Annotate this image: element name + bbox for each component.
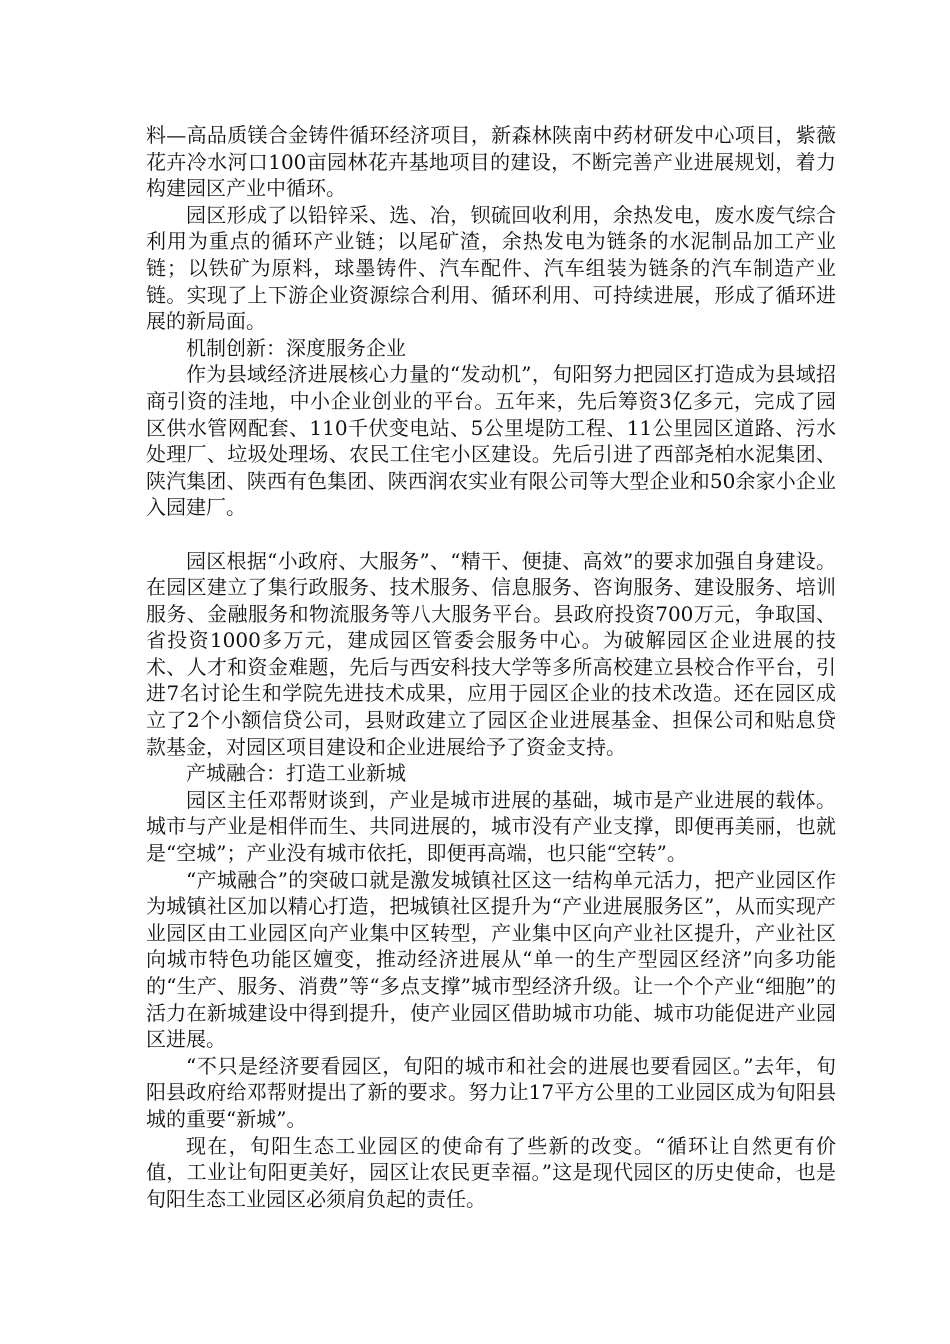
paragraph-breakthrough-point: “产城融合”的突破口就是激发城镇社区这一结构单元活力，把产业园区作为城镇社区加以精心打造，把城镇社区提升为“产业进展服务区”，从而实现产业园区由工业园区向产业集中区转型，产业集中区向产业社区提升，产业社区向城市特色功能区嬗变，推动经济进展从“单一的生产型园区经济”向多功能的“生产、服务、消费”等“多点支撑”城市型经济升级。让一个个产业“细胞”的活力在新城建设中得到提升，使产业园区借助城市功能、城市功能促进产业园区进展。: [146, 867, 836, 1052]
paragraph-new-requirements: “不只是经济要看园区，旬阳的城市和社会的进展也要看园区。”去年，旬阳县政府给邓帮财提出了新的要求。努力让17平方公里的工业园区成为旬阳县城的重要“新城”。: [146, 1053, 836, 1131]
paragraph-circular-projects: 料—高品质镁合金铸件循环经济项目，新森林陕南中药材研发中心项目，紫薇花卉冷水河口100亩园林花卉基地项目的建设，不断完善产业进展规划，着力构建园区产业中循环。: [146, 123, 836, 201]
document-body: [146, 122, 836, 1212]
paragraph-industry-chains: 园区形成了以铅锌采、选、冶，钡硫回收利用，余热发电，废水废气综合利用为重点的循环产业链；以尾矿渣，余热发电为链条的水泥制品加工产业链；以铁矿为原料，球墨铸件、汽车配件、汽车组装为链条的汽车制造产业链。实现了上下游企业资源综合利用、循环利用、可持续进展，形成了循环进展的新局面。: [146, 202, 836, 334]
section-heading-mechanism-innovation: 机制创新：深度服务企业: [186, 335, 406, 360]
paragraph-director-remarks: 园区主任邓帮财谈到，产业是城市进展的基础，城市是产业进展的载体。城市与产业是相伴而生、共同进展的，城市没有产业支撑，即便再美丽，也就是“空城”；产业没有城市依托，即便再高端，也只能“空转”。: [146, 787, 836, 866]
paragraph-spacer: [146, 521, 836, 548]
paragraph-investment-platform: 作为县域经济进展核心力量的“发动机”，旬阳努力把园区打造成为县域招商引资的洼地，中小企业创业的平台。五年来，先后筹资3亿多元，完成了园区供水管网配套、110千伏变电站、5公里堤防工程、11公里园区道路、污水处理厂、垃圾处理场、农民工住宅小区建设。先后引进了西部尧柏水泥集团、陕汽集团、陕西有色集团、陕西润农实业有限公司等大型企业和50余家小企业入园建厂。: [146, 362, 836, 520]
section-heading-industry-city-integration: 产城融合：打造工业新城: [186, 761, 406, 786]
paragraph-service-platforms: 园区根据“小政府、大服务”、“精干、便捷、高效”的要求加强自身建设。在园区建立了集行政服务、技术服务、信息服务、咨询服务、建设服务、培训服务、金融服务和物流服务等八大服务平台。县政府投资700万元，争取国、省投资1000多万元，建成园区管委会服务中心。为破解园区企业进展的技术、人才和资金难题，先后与西安科技大学等多所高校建立县校合作平台，引进7名讨论生和学院先进技术成果，应用于园区企业的技术改造。还在园区成立了2个小额信贷公司，县财政建立了园区企业进展基金、担保公司和贴息贷款基金，对园区项目建设和企业进展给予了资金支持。: [146, 548, 836, 759]
paragraph-mission: 现在，旬阳生态工业园区的使命有了些新的改变。“循环让自然更有价值，工业让旬阳更美好，园区让农民更幸福。”这是现代园区的历史使命，也是旬阳生态工业园区必须肩负起的责任。: [146, 1133, 836, 1211]
